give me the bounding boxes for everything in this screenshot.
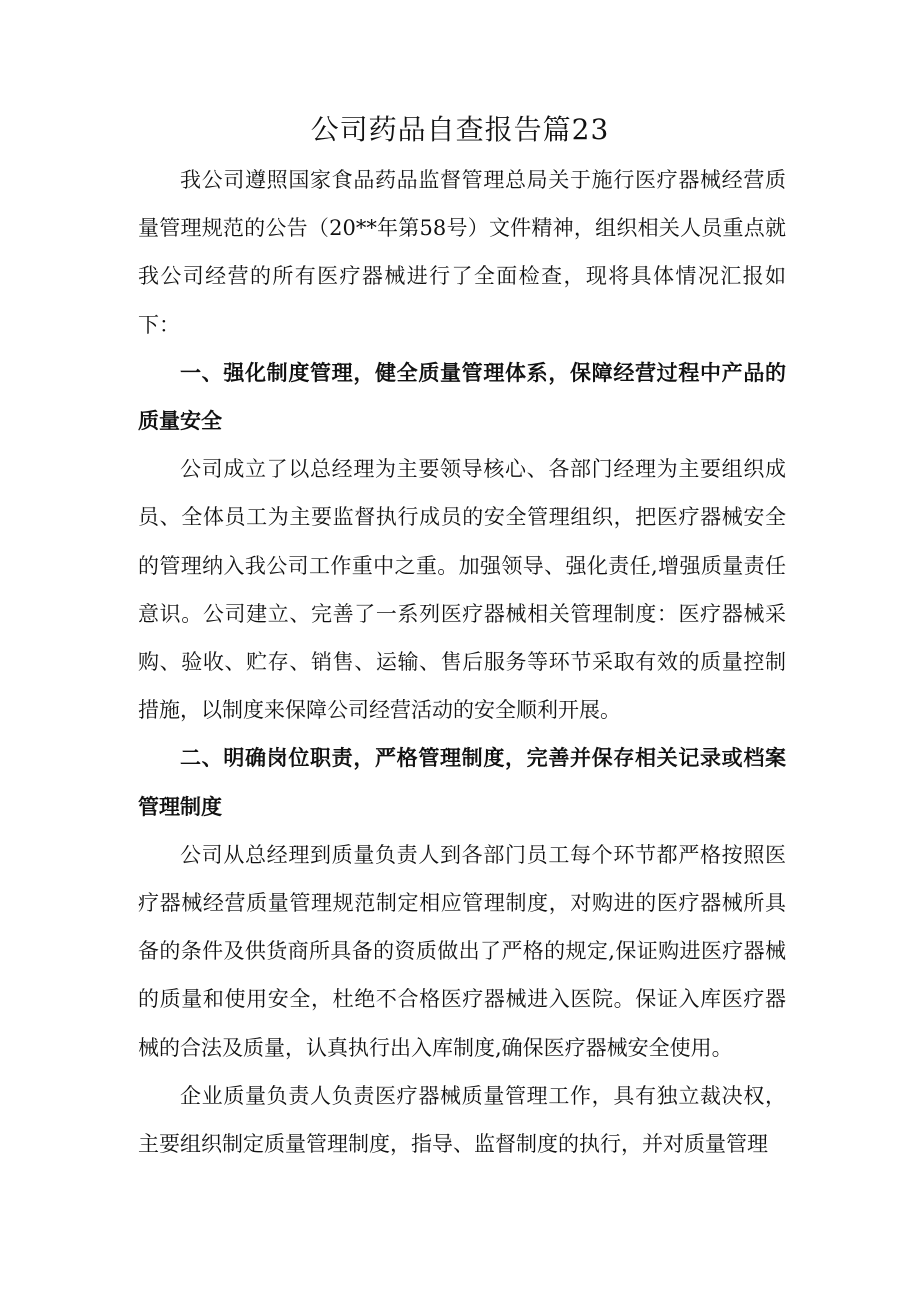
document-body xyxy=(138,156,786,1168)
section-1-heading: 一、强化制度管理，健全质量管理体系，保障经营过程中产品的质量安全 xyxy=(138,360,786,434)
document-title: 公司药品自查报告篇23 xyxy=(310,113,610,146)
section-2-paragraph-1: 公司从总经理到质量负责人到各部门员工每个环节都严格按照医疗器械经营质量管理规范制定相应管理制度，对购进的医疗器械所具备的条件及供货商所具备的资质做出了严格的规定,保证购进医疗器械的质量和使用安全，杜绝不合格医疗器械进入医院。保证入库医疗器械的合法及质量，认真执行出入库制度,确保医疗器械安全使用。 xyxy=(138,842,786,1060)
intro-paragraph: 我公司遵照国家食品药品监督管理总局关于施行医疗器械经营质量管理规范的公告（20**年第58号）文件精神，组织相关人员重点就我公司经营的所有医疗器械进行了全面检查，现将具体情况汇报如下： xyxy=(138,168,786,337)
section-2-heading: 二、明确岗位职责，严格管理制度，完善并保存相关记录或档案管理制度 xyxy=(138,746,786,819)
section-1-paragraph: 公司成立了以总经理为主要领导核心、各部门经理为主要组织成员、全体员工为主要监督执行成员的安全管理组织，把医疗器械安全的管理纳入我公司工作重中之重。加强领导、强化责任,增强质量责任意识。公司建立、完善了一系列医疗器械相关管理制度：医疗器械采购、验收、贮存、销售、运输、售后服务等环节采取有效的质量控制措施，以制度来保障公司经营活动的安全顺利开展。 xyxy=(138,457,786,723)
section-2-paragraph-2: 企业质量负责人负责医疗器械质量管理工作，具有独立裁决权，主要组织制定质量管理制度，指导、监督制度的执行，并对质量管理 xyxy=(138,1083,786,1157)
